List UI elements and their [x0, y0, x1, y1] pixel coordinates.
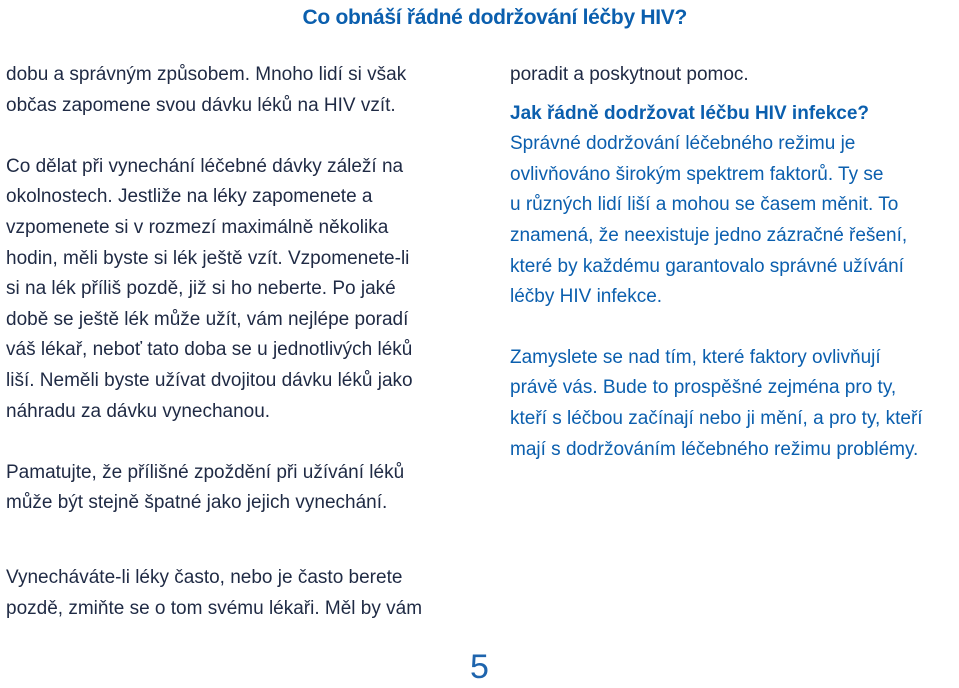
text-line: ovlivňováno širokým spektrem faktorů. Ty se — [510, 163, 884, 185]
paragraph-continuation — [510, 60, 959, 91]
text-line: léčby HIV infekce. — [510, 286, 663, 308]
paragraph-adherence — [510, 129, 959, 313]
text-line: Zamyslete se nad tím, které faktory ovlivňují — [510, 346, 881, 368]
text-line: znamená, že neexistuje jedno zázračné řešení, — [510, 224, 908, 246]
text-line: době se ještě lék může užít, vám nejlépe poradí — [6, 308, 409, 330]
paragraph-missed-dose — [6, 152, 468, 427]
text-line: dobu a správným způsobem. Mnoho lidí si však — [6, 64, 407, 85]
text-line: váš lékař, neboť tato doba se u jednotlivých léků — [6, 339, 413, 361]
text-line: hodin, měli byste si lék ještě vzít. Vzpomenete-li — [6, 247, 410, 269]
text-line: si na lék příliš pozdě, již si ho neberte. Po jaké — [6, 278, 396, 300]
paragraph-intro — [6, 60, 468, 121]
text-line: kteří s léčbou začínají nebo ji mění, a pro ty, kteří — [510, 407, 923, 429]
paragraph-factors — [510, 343, 959, 465]
text-line: okolnostech. Jestliže na léky zapomenete a — [6, 186, 373, 208]
text-line: liší. Neměli byste užívat dvojitou dávku léků jako — [6, 369, 413, 391]
section-subheading: Jak řádně dodržovat léčbu HIV infekce? — [510, 102, 869, 124]
text-line: občas zapomene svou dávku léků na HIV vzít. — [6, 94, 396, 116]
text-line: poradit a poskytnout pomoc. — [510, 64, 749, 85]
text-line: Pamatujte, že přílišné zpoždění při užívání léků — [6, 461, 405, 483]
text-line: pozdě, zmiňte se o tom svému lékaři. Měl by vám — [6, 597, 423, 619]
text-line: mají s dodržováním léčebného režimu problémy. — [510, 438, 919, 460]
text-line: vzpomenete si v rozmezí maximálně několika — [6, 216, 389, 238]
text-line: Co dělat při vynechání léčebné dávky záleží na — [6, 155, 404, 177]
right-column — [510, 60, 959, 465]
text-line: které by každému garantovalo správné užívání — [510, 255, 904, 277]
left-column — [6, 60, 468, 519]
bottom-left-paragraph — [6, 563, 468, 624]
text-line: u různých lidí liší a mohou se časem měnit. To — [510, 194, 899, 216]
text-line: náhradu za dávku vynechanou. — [6, 400, 271, 422]
text-line: právě vás. Bude to prospěšné zejména pro ty, — [510, 377, 897, 399]
text-line: může být stejně špatné jako jejich vynechání. — [6, 492, 388, 514]
page-number: 5 — [470, 648, 489, 686]
page-header-title: Co obnáší řádné dodržování léčby HIV? — [302, 6, 687, 29]
text-line: Vynecháváte-li léky často, nebo je často berete — [6, 567, 403, 588]
text-line: Správné dodržování léčebného režimu je — [510, 133, 856, 155]
paragraph-delay-warning — [6, 458, 468, 519]
